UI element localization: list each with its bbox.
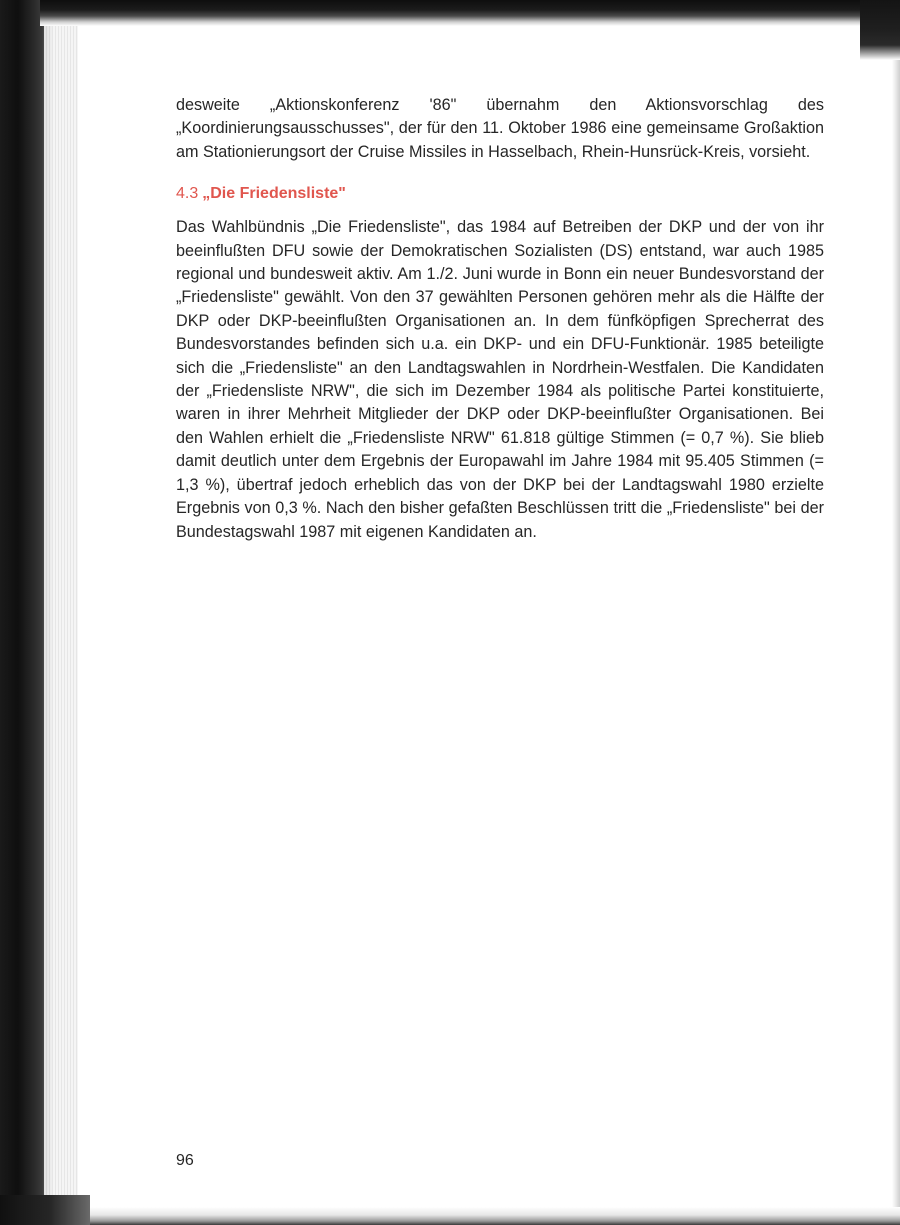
page-number: 96 <box>176 1152 194 1169</box>
top-right-corner-shadow <box>860 0 900 60</box>
page-content <box>176 94 824 544</box>
body-paragraph: Das Wahlbündnis „Die Friedensliste", das 1984 auf Betreiben der DKP und der von ihr beeinflußten DFU sowie der Demokratischen Sozialisten (DS) entstand, war auch 1985 regional und bundesweit aktiv. Am 1./2. Juni wurde in Bonn ein neuer Bundesvorstand der „Friedensliste" gewählt. Von den 37 gewählten Personen gehören mehr als die Hälfte der DKP oder DKP-beeinflußten Organisationen an. In dem fünfköpfigen Sprecherrat des Bundesvorstandes befinden sich u.a. ein DKP- und ein DFU-Funktionär. 1985 beteiligte sich die „Friedensliste" an den Landtagswahlen in Nordrhein-Westfalen. Die Kandidaten der „Friedensliste NRW", die sich im Dezember 1984 als politische Partei konstituierte, waren in ihrer Mehrheit Mitglieder der DKP oder DKP-beeinflußter Organisationen. Bei den Wahlen erhielt die „Friedensliste NRW" 61.818 gültige Stimmen (= 0,7 %). Sie blieb damit deutlich unter dem Ergebnis der Europawahl im Jahre 1984 mit 95.405 Stimmen (= 1,3 %), übertraf jedoch erheblich das von der DKP bei der Landtagswahl 1980 erzielte Ergebnis von 0,3 %. Nach den bisher gefaßten Beschlüssen tritt die „Friedensliste" bei der Bundestagswahl 1987 mit eigenen Kandidaten an. <box>176 218 824 541</box>
bottom-left-corner-shadow <box>0 1195 90 1225</box>
intro-paragraph: desweite „Aktionskonferenz '86" übernahm den Aktionsvorschlag des „Koordinierungsausschusses", der für den 11. Oktober 1986 eine gemeinsame Großaktion am Stationierungsort der Cruise Missiles in Hasselbach, Rhein-Hunsrück-Kreis, vorsieht. <box>176 96 824 161</box>
top-edge-shadow <box>40 0 860 26</box>
section-heading <box>176 183 824 205</box>
section-number: 4.3 <box>176 185 199 203</box>
section-title: „Die Friedensliste" <box>202 185 346 203</box>
right-edge-shadow <box>892 60 900 1225</box>
page-stack-edges <box>44 24 78 1204</box>
bottom-edge-shadow <box>40 1207 900 1225</box>
